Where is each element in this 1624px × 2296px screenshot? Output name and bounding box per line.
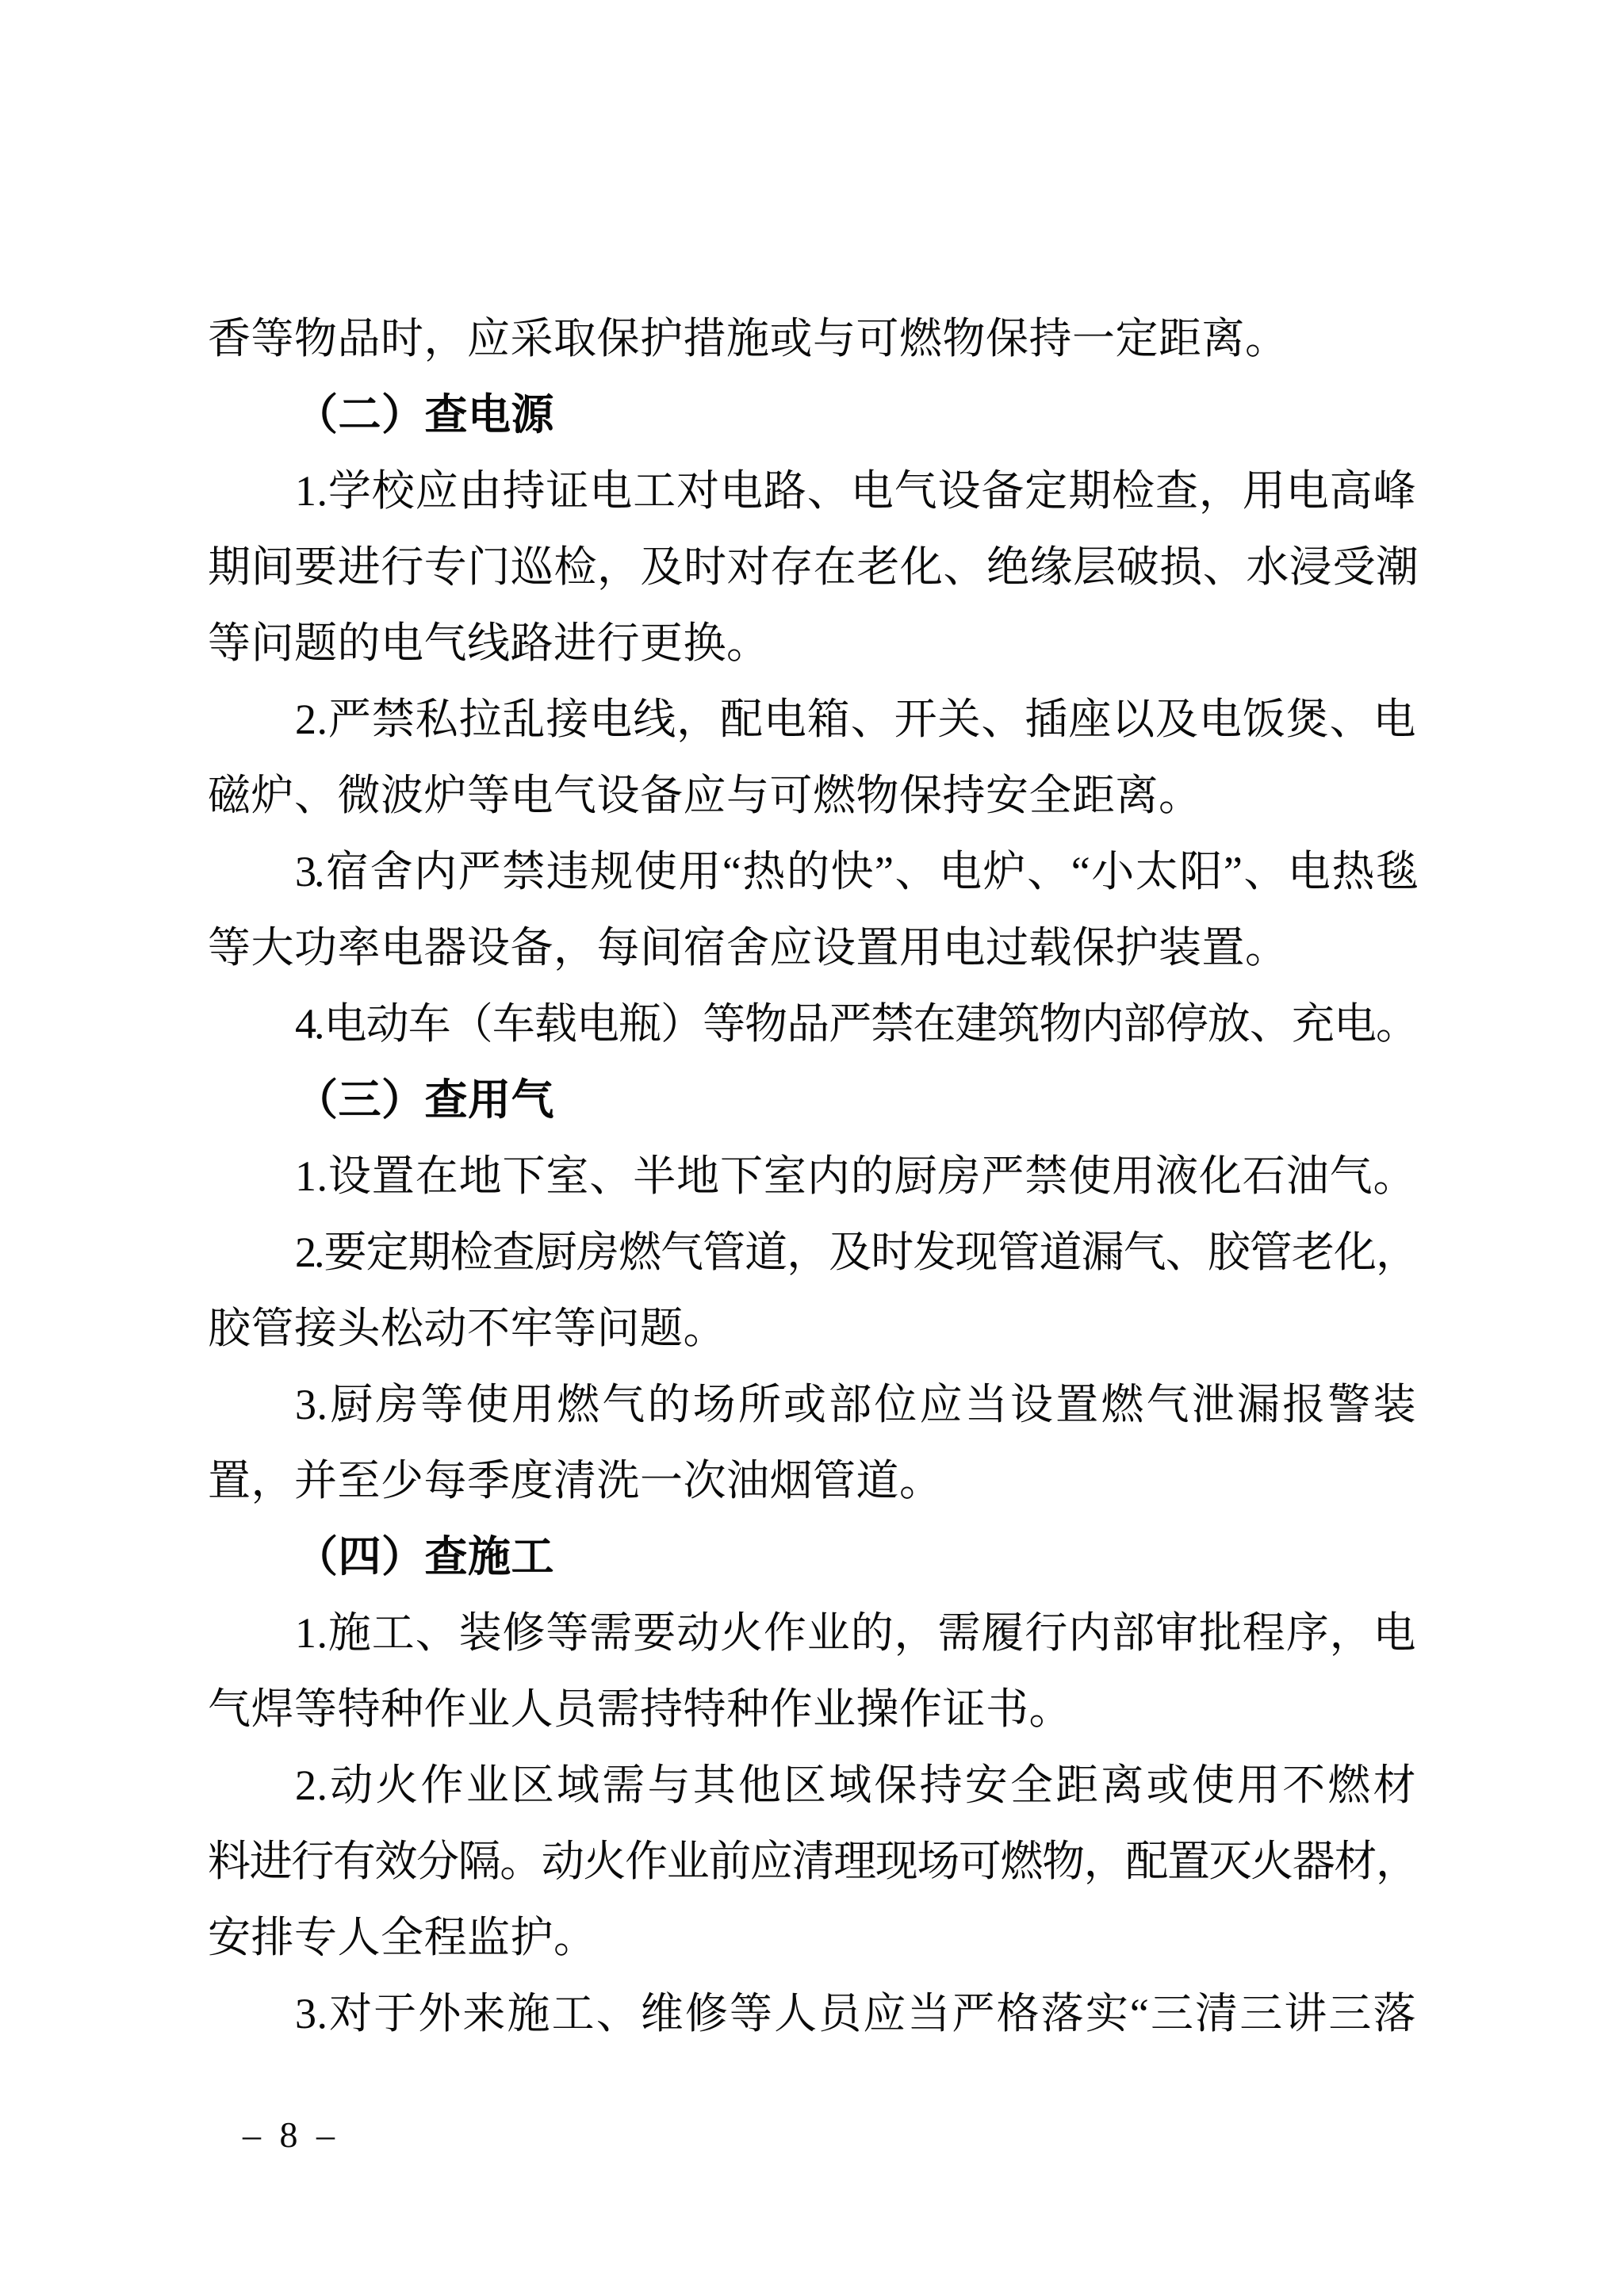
text-line: 香等物品时，应采取保护措施或与可燃物保持一定距离。 (208, 315, 1289, 362)
text-line: 1.设置在地下室、半地下室内的厨房严禁使用液化石油气。 (295, 1152, 1416, 1200)
text-line: 料进行有效分隔。动火作业前应清理现场可燃物，配置灭火器材， (208, 1838, 1416, 1885)
text-line: 安排专人全程监护。 (208, 1914, 597, 1961)
page-number: – 8 – (243, 2114, 335, 2155)
section-heading: （三）查用气 (295, 1076, 554, 1124)
text-line: 1.学校应由持证电工对电路、电气设备定期检查，用电高峰 (295, 467, 1416, 515)
text-line: 胶管接头松动不牢等问题。 (208, 1305, 726, 1352)
text-line: 置，并至少每季度清洗一次油烟管道。 (208, 1457, 943, 1504)
text-line: 1.施工、装修等需要动火作业的，需履行内部审批程序，电 (295, 1609, 1416, 1657)
text-line: 4.电动车（车载电瓶）等物品严禁在建筑物内部停放、充电。 (295, 1000, 1416, 1048)
section-heading: （四）查施工 (295, 1533, 554, 1581)
text-line: 3.宿舍内严禁违规使用“热的快”、电炉、“小太阳”、电热毯 (295, 848, 1416, 895)
text-line: 等问题的电气线路进行更换。 (208, 619, 770, 667)
text-line: 气焊等特种作业人员需持特种作业操作证书。 (208, 1685, 1072, 1733)
text-line: 等大功率电器设备，每间宿舍应设置用电过载保护装置。 (208, 924, 1289, 972)
text-line: 2.严禁私拉乱接电线，配电箱、开关、插座以及电饭煲、电 (295, 696, 1416, 743)
text-line: 期间要进行专门巡检，及时对存在老化、绝缘层破损、水浸受潮 (208, 543, 1416, 591)
text-line: 3.对于外来施工、维修等人员应当严格落实“三清三讲三落 (295, 1990, 1416, 2037)
text-line: 2.动火作业区域需与其他区域保持安全距离或使用不燃材 (295, 1761, 1416, 1809)
section-heading: （二）查电源 (295, 391, 554, 439)
text-line: 磁炉、微波炉等电气设备应与可燃物保持安全距离。 (208, 772, 1202, 819)
text-line: 3.厨房等使用燃气的场所或部位应当设置燃气泄漏报警装 (295, 1381, 1416, 1428)
document-body (208, 301, 1416, 2052)
text-line: 2.要定期检查厨房燃气管道，及时发现管道漏气、胶管老化， (295, 1228, 1416, 1276)
